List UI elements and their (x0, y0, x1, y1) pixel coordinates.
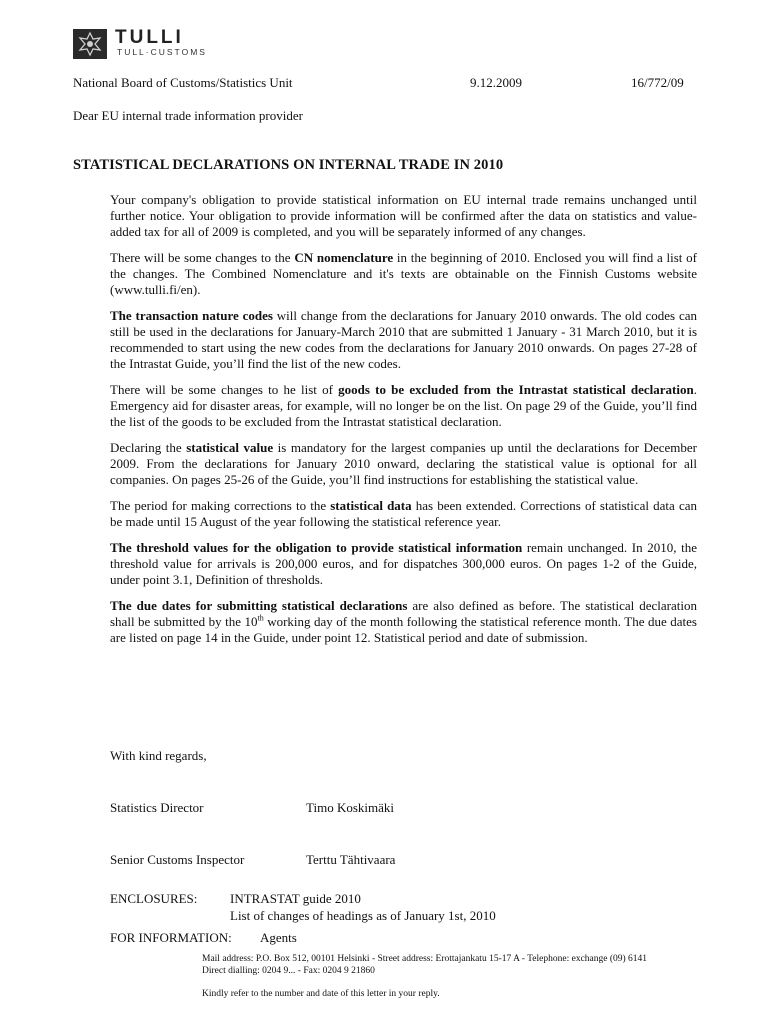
footer-note: Kindly refer to the number and date of this letter in your reply. (202, 989, 440, 999)
signature-name: Timo Koskimäki (306, 800, 395, 815)
enclosures-label: ENCLOSURES: (110, 891, 198, 906)
document-title: STATISTICAL DECLARATIONS ON INTERNAL TRADE IN 2010 (73, 157, 504, 173)
enclosure-item: INTRASTAT guide 2010 (230, 891, 361, 906)
reference-number: 16/772/09 (631, 75, 684, 90)
for-information-value: Agents (260, 930, 297, 945)
letter-date: 9.12.2009 (470, 75, 522, 90)
for-information-label: FOR INFORMATION: (110, 930, 232, 945)
paragraph: The transaction nature codes will change from the declarations for January 2010 onwards. The old codes can still be used in the declarations for January-March 2010 that are submitted 1 January - 31 March 2010, but it is recommended to start using the new codes from the declarations for January 2010 onwards. On pages 27-28 of the Intrastat Guide, you’ll find the list of the new codes. (110, 308, 697, 371)
paragraph: Declaring the statistical value is mandatory for the largest companies up until the declarations for December 2009. From the declarations for January 2010 onward, declaring the statistical value is optional for all companies. On pages 25-26 of the Guide, you’ll find instructions for establishing the statistical value. (110, 440, 697, 487)
paragraph: There will be some changes to he list of goods to be excluded from the Intrastat statistical declaration. Emergency aid for disaster areas, for example, will no longer be on the list. On page 29 of the Guide, you’ll find the list of the goods to be excluded from the Intrastat statistical declaration. (110, 382, 697, 429)
signature-role: Senior Customs Inspector (110, 852, 245, 867)
paragraph: There will be some changes to the CN nomenclature in the beginning of 2010. Enclosed you will find a list of the changes. The Combined Nomenclature and it's texts are obtainable on the Finnish Customs website (www.tulli.fi/en). (110, 250, 697, 297)
salutation: Dear EU internal trade information provider (73, 108, 303, 123)
customs-emblem-icon (73, 29, 107, 59)
footer-contact: Direct dialling: 0204 9... - Fax: 0204 9 21860 (202, 966, 375, 976)
letter-body (110, 192, 697, 656)
logo-name: TULLI (115, 27, 184, 48)
enclosure-item: List of changes of headings as of January 1st, 2010 (230, 908, 496, 923)
closing: With kind regards, (110, 748, 207, 763)
footer-address: Mail address: P.O. Box 512, 00101 Helsinki - Street address: Erottajankatu 15-17 A - Telephone: exchange (09) 6141 (202, 954, 648, 964)
paragraph: The period for making corrections to the statistical data has been extended. Corrections of statistical data can be made until 15 August of the year following the statistical reference year. (110, 498, 697, 529)
paragraph: Your company's obligation to provide statistical information on EU internal trade remains unchanged until further notice. Your obligation to provide information will be confirmed after the data on statistics and value-added tax for all of 2009 is completed, and you will be separately informed of any changes. (110, 192, 697, 239)
paragraph: The threshold values for the obligation to provide statistical information remain unchanged. In 2010, the threshold value for arrivals is 200,000 euros, and for dispatches 300,000 euros. On pages 1-2 of the Guide, under point 3.1, Definition of thresholds. (110, 540, 697, 587)
logo-subtitle: TULL·CUSTOMS (117, 47, 207, 57)
signature-role: Statistics Director (110, 800, 204, 815)
signature-name: Terttu Tähtivaara (306, 852, 396, 867)
paragraph: The due dates for submitting statistical declarations are also defined as before. The statistical declaration shall be submitted by the 10th working day of the month following the statistical reference month. The due dates are listed on page 14 in the Guide, under point 12. Statistical period and date of submission. (110, 598, 697, 645)
sender: National Board of Customs/Statistics Unit (73, 75, 293, 90)
